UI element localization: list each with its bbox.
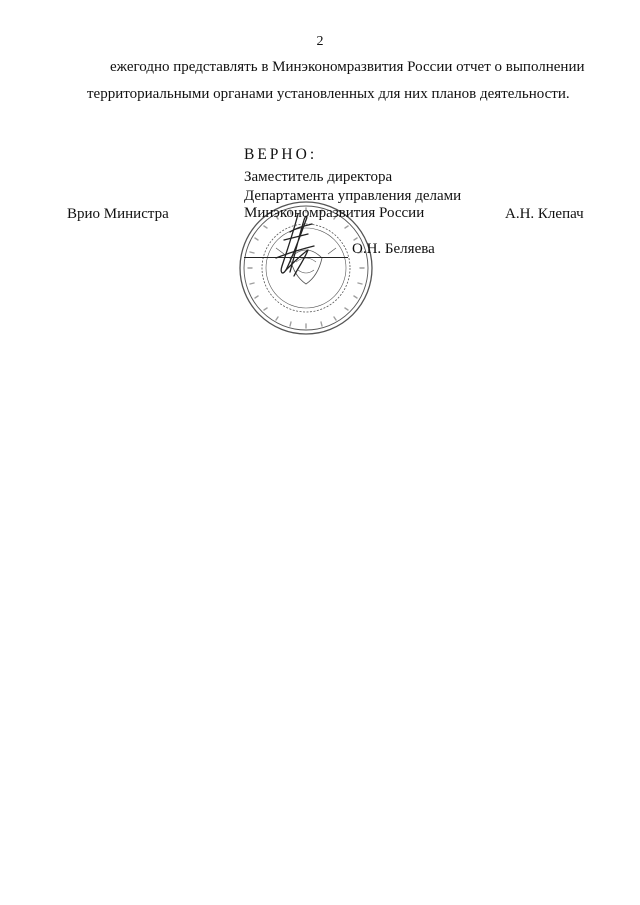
- certifier-name: О.Н. Беляева: [352, 241, 435, 257]
- certifier-position-line-1: Заместитель директора: [244, 169, 393, 185]
- minister-name: А.Н. Клепач: [505, 206, 584, 222]
- minister-title: Врио Министра: [67, 206, 169, 222]
- certifier-position-line-3: Минэкономразвития России: [244, 205, 425, 221]
- verno-heading: ВЕРНО:: [244, 146, 318, 163]
- body-text-line-1: ежегодно представлять в Минэкономразвития России отчет о выполнении: [110, 59, 585, 75]
- certifier-position-line-2: Департамента управления делами: [244, 188, 462, 204]
- page-number: 2: [316, 34, 324, 49]
- body-text-line-2: территориальными органами установленных для них планов деятельности.: [87, 86, 570, 102]
